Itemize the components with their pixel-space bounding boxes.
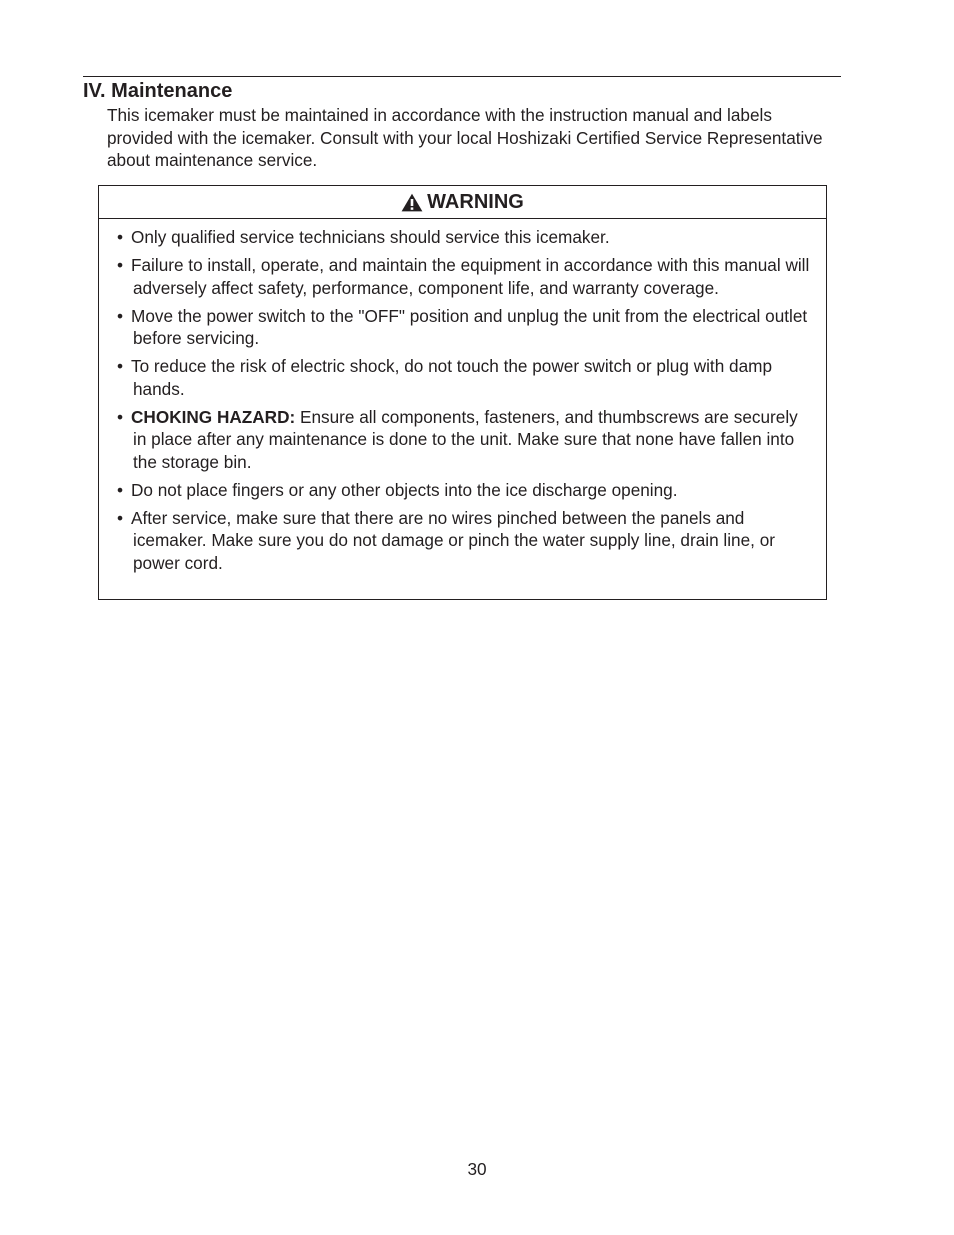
warning-item (117, 355, 812, 400)
warning-item-text: Only qualified service technicians should service this icemaker. (131, 227, 610, 247)
bullet: • (117, 227, 124, 247)
warning-item (117, 479, 812, 502)
warning-item-text: Ensure all components, fasteners, and thumbscrews are securely in place after any maintenance is done to the unit. Make sure that none have fallen into the storage bin. (133, 406, 798, 472)
warning-item-text: After service, make sure that there are no wires pinched between the panels and icemaker. Make sure you do not damage or pinch the water supply line, drain line, or power cord. (131, 507, 776, 574)
bullet: • (117, 254, 124, 275)
section-title: IV. Maintenance (83, 80, 233, 102)
bullet: • (117, 356, 124, 377)
bullet: • (117, 507, 124, 528)
warning-box (98, 185, 827, 600)
header-rule (83, 76, 841, 77)
warning-item (117, 305, 812, 350)
warning-item-text: Failure to install, operate, and maintain the equipment in accordance with this manual will adversely affect safety, performance, component life, and warranty coverage. (131, 254, 810, 298)
warning-item (117, 226, 812, 249)
warning-title: WARNING (427, 190, 524, 213)
bullet: • (117, 406, 124, 427)
warning-item (117, 406, 812, 474)
warning-item (117, 254, 812, 299)
warning-item-lead: CHOKING HAZARD: (131, 406, 296, 427)
section-intro: This icemaker must be maintained in accordance with the instruction manual and labels provided with the icemaker. Consult with your local Hoshizaki Certified Service Representative about maintenance service. (107, 105, 823, 171)
warning-list (99, 219, 826, 575)
warning-item (117, 507, 812, 575)
warning-item-text: To reduce the risk of electric shock, do not touch the power switch or plug with damp hands. (131, 356, 773, 399)
warning-item-text: Move the power switch to the "OFF" position and unplug the unit from the electrical outlet before servicing. (131, 305, 808, 349)
warning-triangle-icon (401, 193, 423, 212)
warning-item-text: Do not place fingers or any other objects into the ice discharge opening. (131, 479, 678, 500)
warning-header (99, 186, 826, 219)
page-number: 30 (467, 1159, 487, 1179)
bullet: • (117, 479, 124, 500)
bullet: • (117, 305, 124, 326)
